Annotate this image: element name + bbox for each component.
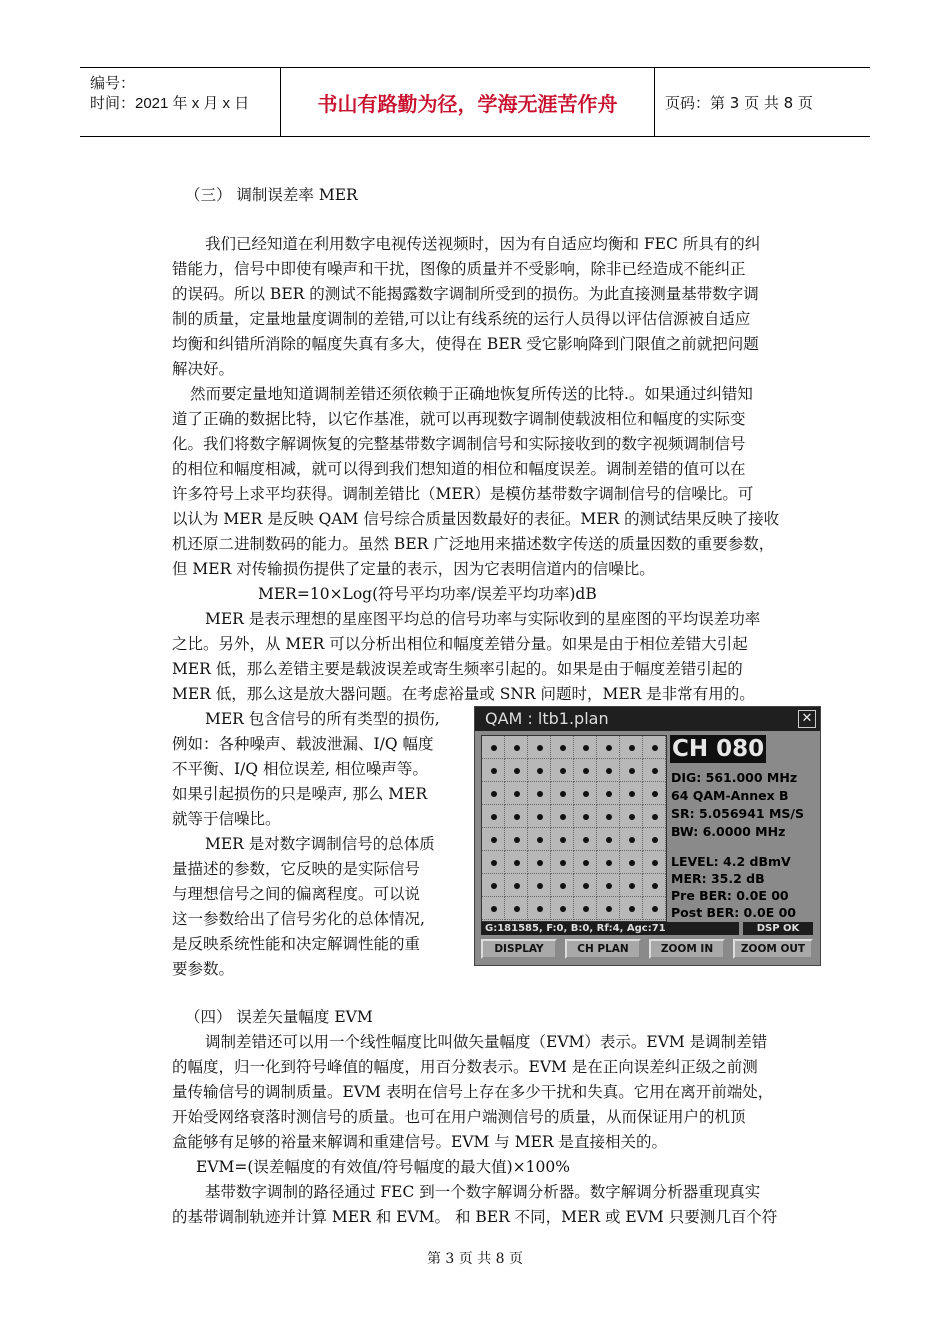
evm-formula: EVM=(误差幅度的有效值/符号幅度的最大值)×100% <box>196 1158 570 1176</box>
text-line: 以认为 MER 是反映 QAM 信号综合质量因数最好的表征。MER 的测试结果反映了接收 <box>172 510 780 528</box>
constellation-point <box>583 745 589 751</box>
constellation-point <box>560 745 566 751</box>
constellation-cell <box>551 736 574 759</box>
constellation-cell <box>551 805 574 828</box>
constellation-point <box>629 883 635 889</box>
text-line: 制的质量，定量地量度调制的差错,可以让有线系统的运行人员得以评估信源被自适应 <box>172 310 751 328</box>
text-line: 的幅度，归一化到符号峰值的幅度，用百分数表示。EVM 是在正向误差纠正级之前测 <box>172 1058 758 1076</box>
text-line: 盒能够有足够的裕量来解调和重建信号。EVM 与 MER 是直接相关的。 <box>172 1133 668 1151</box>
constellation-point <box>583 860 589 866</box>
constellation-point <box>514 745 520 751</box>
constellation-point <box>560 860 566 866</box>
constellation-point <box>583 883 589 889</box>
constellation-cell <box>551 828 574 851</box>
constellation-cell <box>597 828 620 851</box>
text-line: 但 MER 对传输损伤提供了定量的表示，因为它表明信道内的信噪比。 <box>172 560 655 578</box>
constellation-cell <box>505 851 528 874</box>
text-line: 的相位和幅度相减，就可以得到我们想知道的相位和幅度误差。调制差错的值可以在 <box>172 460 746 478</box>
constellation-cell <box>574 736 597 759</box>
date-label: 时间：2021 年 x 月 x 日 <box>90 95 250 112</box>
constellation-cell <box>505 897 528 920</box>
channel-number: CH 080 <box>672 736 765 762</box>
mer-formula: MER=10×Log(符号平均功率/误差平均功率)dB <box>258 585 597 603</box>
constellation-point <box>629 791 635 797</box>
constellation-cell <box>620 805 643 828</box>
constellation-cell <box>482 897 505 920</box>
qam-title-bar <box>475 707 820 731</box>
text-line: 我们已经知道在利用数字电视传送视频时，因为有自适应均衡和 FEC 所具有的纠 <box>205 235 761 253</box>
constellation-point <box>560 837 566 843</box>
constellation-cell <box>597 897 620 920</box>
constellation-cell <box>482 736 505 759</box>
constellation-cell <box>551 782 574 805</box>
qam-analyzer-screen <box>474 706 821 966</box>
constellation-cell <box>528 897 551 920</box>
text-line: MER 是表示理想的星座图平均总的信号功率与实际收到的星座图的平均误差功率 <box>205 610 761 628</box>
text-line: 机还原二进制数码的能力。虽然 BER 广泛地用来描述数字传送的质量因数的重要参数， <box>172 535 775 553</box>
text-line: MER 低，那么这是放大器问题。在考虑裕量或 SNR 问题时，MER 是非常有用的。 <box>172 685 755 703</box>
constellation-point <box>629 814 635 820</box>
constellation-cell <box>482 851 505 874</box>
constellation-point <box>560 768 566 774</box>
header-motto: 书山有路勤为径，学海无涯苦作舟 <box>281 68 655 136</box>
text-line: 的误码。所以 BER 的测试不能揭露数字调制所受到的损伤。为此直接测量基带数字调 <box>172 285 759 303</box>
constellation-point <box>629 860 635 866</box>
text-line: 化。我们将数字解调恢复的完整基带数字调制信号和实际接收到的数字视频调制信号 <box>172 435 746 453</box>
constellation-cell <box>620 828 643 851</box>
constellation-point <box>537 883 543 889</box>
info-line: Post BER: 0.0E 00 <box>671 905 796 920</box>
constellation-cell <box>597 851 620 874</box>
constellation-cell <box>597 782 620 805</box>
constellation-cell <box>528 782 551 805</box>
constellation-point <box>491 860 497 866</box>
text-line: MER 低，那么差错主要是载波误差或寄生频率引起的。如果是由于幅度差错引起的 <box>172 660 743 678</box>
text-line: 的基带调制轨迹并计算 MER 和 EVM。 和 BER 不同，MER 或 EVM 只要测几百个符 <box>172 1208 778 1226</box>
text-line: 基带数字调制的路径通过 FEC 到一个数字解调分析器。数字解调分析器重现真实 <box>205 1183 761 1201</box>
constellation-cell <box>505 828 528 851</box>
text-line: 量传输信号的调制质量。EVM 表明在信号上存在多少干扰和失真。它用在离开前端处， <box>172 1083 774 1101</box>
constellation-cell <box>551 759 574 782</box>
constellation-cell <box>620 736 643 759</box>
page-header <box>80 67 870 137</box>
text-line: 调制差错还可以用一个线性幅度比叫做矢量幅度（EVM）表示。EVM 是调制差错 <box>205 1033 768 1051</box>
text-line: 开始受网络衰落时测信号的质量。也可在用户端测信号的质量，从而保证用户的机顶 <box>172 1108 746 1126</box>
constellation-cell <box>597 736 620 759</box>
constellation-point <box>560 906 566 912</box>
constellation-point <box>583 837 589 843</box>
constellation-point <box>491 745 497 751</box>
info-line: DIG: 561.000 MHz <box>671 770 798 785</box>
constellation-cell <box>528 805 551 828</box>
number-label: 编号： <box>90 75 136 92</box>
text-line: 要参数。 <box>172 960 235 978</box>
constellation-cell <box>505 805 528 828</box>
constellation-point <box>491 814 497 820</box>
constellation-point <box>560 791 566 797</box>
constellation-point <box>583 906 589 912</box>
constellation-cell <box>574 851 597 874</box>
info-line: 64 QAM-Annex B <box>671 788 789 803</box>
text-line: MER 是对数字调制信号的总体质 <box>205 835 435 853</box>
constellation-point <box>652 791 658 797</box>
status-bar: G:181585, F:0, B:0, Rf:4, Agc:71 <box>481 922 739 935</box>
constellation-point <box>606 837 612 843</box>
constellation-cell <box>643 828 666 851</box>
constellation-cell <box>620 897 643 920</box>
constellation-cell <box>643 736 666 759</box>
qam-title: QAM : ltb1.plan <box>485 709 609 728</box>
constellation-point <box>537 906 543 912</box>
constellation-point <box>514 814 520 820</box>
constellation-point <box>606 906 612 912</box>
constellation-cell <box>643 897 666 920</box>
display-button[interactable]: DISPLAY <box>481 939 557 959</box>
info-line: SR: 5.056941 MS/S <box>671 806 804 821</box>
constellation-cell <box>482 782 505 805</box>
constellation-point <box>652 860 658 866</box>
constellation-point <box>514 860 520 866</box>
constellation-point <box>606 791 612 797</box>
constellation-point <box>652 768 658 774</box>
constellation-point <box>537 837 543 843</box>
constellation-point <box>652 906 658 912</box>
constellation-point <box>514 768 520 774</box>
constellation-point <box>491 837 497 843</box>
constellation-cell <box>574 759 597 782</box>
text-line: 然而要定量地知道调制差错还须依赖于正确地恢复所传送的比特.。如果通过纠错知 <box>190 385 753 403</box>
constellation-cell <box>528 828 551 851</box>
zoom-out-button[interactable]: ZOOM OUT <box>733 939 813 959</box>
info-line: Pre BER: 0.0E 00 <box>671 888 789 903</box>
constellation-cell <box>551 851 574 874</box>
info-line: BW: 6.0000 MHz <box>671 824 786 839</box>
text-line: 与理想信号之间的偏离程度。可以说 <box>172 885 421 903</box>
constellation-grid <box>481 735 667 922</box>
constellation-point <box>629 768 635 774</box>
constellation-cell <box>574 828 597 851</box>
constellation-cell <box>574 782 597 805</box>
text-line: 量描述的参数，它反映的是实际信号 <box>172 860 421 878</box>
constellation-cell <box>620 851 643 874</box>
text-line: 这一参数给出了信号劣化的总体情况, <box>172 910 425 928</box>
text-line: 是反映系统性能和决定解调性能的重 <box>172 935 421 953</box>
constellation-point <box>514 837 520 843</box>
constellation-point <box>514 906 520 912</box>
constellation-point <box>606 814 612 820</box>
header-meta-cell <box>80 68 281 136</box>
constellation-cell <box>643 874 666 897</box>
text-line: 例如：各种噪声、载波泄漏、I/Q 幅度 <box>172 735 434 753</box>
constellation-cell <box>620 759 643 782</box>
constellation-cell <box>551 874 574 897</box>
constellation-point <box>537 768 543 774</box>
constellation-cell <box>643 851 666 874</box>
constellation-point <box>514 791 520 797</box>
constellation-point <box>537 791 543 797</box>
constellation-point <box>606 768 612 774</box>
constellation-cell <box>620 782 643 805</box>
constellation-point <box>652 837 658 843</box>
constellation-cell <box>505 782 528 805</box>
close-icon[interactable]: ✕ <box>798 710 816 728</box>
constellation-point <box>491 768 497 774</box>
constellation-cell <box>597 805 620 828</box>
constellation-cell <box>482 805 505 828</box>
text-line: 如果引起损伤的只是噪声, 那么 MER <box>172 785 428 803</box>
constellation-point <box>652 883 658 889</box>
constellation-cell <box>643 759 666 782</box>
constellation-cell <box>643 782 666 805</box>
constellation-cell <box>528 759 551 782</box>
constellation-point <box>583 768 589 774</box>
zoom-in-button[interactable]: ZOOM IN <box>649 939 725 959</box>
constellation-point <box>629 837 635 843</box>
text-line: 就等于信噪比。 <box>172 810 281 828</box>
constellation-cell <box>643 805 666 828</box>
constellation-cell <box>620 874 643 897</box>
constellation-point <box>583 814 589 820</box>
constellation-point <box>652 814 658 820</box>
constellation-point <box>560 883 566 889</box>
constellation-cell <box>597 759 620 782</box>
constellation-cell <box>482 828 505 851</box>
ch-plan-button[interactable]: CH PLAN <box>565 939 641 959</box>
section-3-title: （三） 调制误差率 MER <box>185 186 358 204</box>
constellation-point <box>514 883 520 889</box>
constellation-cell <box>574 805 597 828</box>
constellation-point <box>491 883 497 889</box>
constellation-cell <box>597 874 620 897</box>
header-page-info: 页码：第 3 页 共 8 页 <box>665 93 813 112</box>
text-line: 之比。另外，从 MER 可以分析出相位和幅度差错分量。如果是由于相位差错大引起 <box>172 635 748 653</box>
page-footer: 第 3 页 共 8 页 <box>426 1251 524 1267</box>
constellation-cell <box>505 736 528 759</box>
constellation-cell <box>574 897 597 920</box>
constellation-point <box>629 745 635 751</box>
constellation-point <box>491 906 497 912</box>
text-line: 道了正确的数据比特，以它作基准，就可以再现数字调制使载波相位和幅度的实际变 <box>172 410 746 428</box>
dsp-status-badge: DSP OK <box>743 922 813 935</box>
constellation-point <box>652 745 658 751</box>
constellation-cell <box>574 874 597 897</box>
text-line: MER 包含信号的所有类型的损伤, <box>205 710 440 728</box>
constellation-cell <box>551 897 574 920</box>
constellation-point <box>583 791 589 797</box>
constellation-cell <box>528 736 551 759</box>
section-4-title: （四） 误差矢量幅度 EVM <box>185 1008 373 1026</box>
text-line: 错能力，信号中即使有噪声和干扰，图像的质量并不受影响，除非已经造成不能纠正 <box>172 260 746 278</box>
info-line: MER: 35.2 dB <box>671 871 765 886</box>
constellation-point <box>537 814 543 820</box>
constellation-cell <box>528 874 551 897</box>
text-line: 不平衡、I/Q 相位误差, 相位噪声等。 <box>172 760 428 778</box>
constellation-cell <box>482 759 505 782</box>
constellation-point <box>537 745 543 751</box>
constellation-cell <box>505 759 528 782</box>
constellation-point <box>606 860 612 866</box>
constellation-cell <box>505 874 528 897</box>
constellation-point <box>537 860 543 866</box>
constellation-cell <box>482 874 505 897</box>
constellation-point <box>491 791 497 797</box>
constellation-point <box>560 814 566 820</box>
constellation-point <box>629 906 635 912</box>
constellation-point <box>606 745 612 751</box>
constellation-cell <box>528 851 551 874</box>
text-line: 均衡和纠错所消除的幅度失真有多大，使得在 BER 受它影响降到门限值之前就把问题 <box>172 335 759 353</box>
info-line: LEVEL: 4.2 dBmV <box>671 854 791 869</box>
text-line: 解决好。 <box>172 360 235 378</box>
constellation-point <box>606 883 612 889</box>
text-line: 许多符号上求平均获得。调制差错比（MER）是模仿基带数字调制信号的信噪比。可 <box>172 485 754 503</box>
